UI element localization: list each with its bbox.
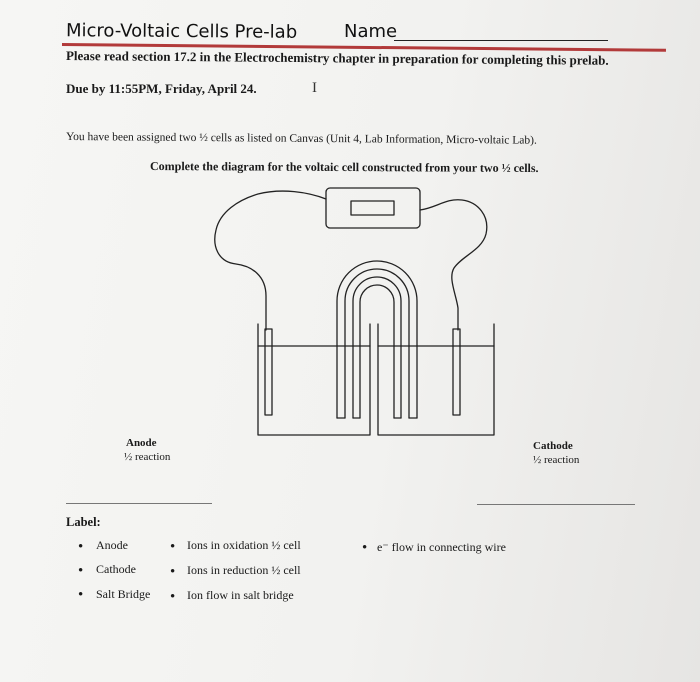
cathode-answer-line bbox=[477, 504, 635, 505]
cathode-half-reaction-label: ½ reaction bbox=[533, 454, 580, 466]
list-item: Anode bbox=[96, 538, 128, 552]
salt-bridge bbox=[337, 261, 417, 418]
text-cursor-icon: I bbox=[312, 80, 317, 96]
reading-instructions: Please read section 17.2 in the Electrochemistry chapter in preparation for completing this prelab. bbox=[65, 48, 609, 68]
voltmeter-body bbox=[326, 188, 420, 228]
left-connecting-wire bbox=[215, 191, 326, 330]
list-item: Ions in reduction ½ cell bbox=[187, 563, 301, 577]
bullet-icon: • bbox=[78, 563, 84, 579]
due-date: Due by 11:55PM, Friday, April 24. bbox=[66, 81, 257, 96]
bullet-icon: • bbox=[170, 589, 176, 605]
bullet-icon: • bbox=[170, 539, 176, 555]
bullet-icon: • bbox=[170, 564, 176, 580]
bullet-icon: • bbox=[78, 587, 84, 603]
diagram-instruction: Complete the diagram for the voltaic cell constructed from your two ½ cells. bbox=[149, 159, 539, 176]
right-connecting-wire bbox=[420, 200, 487, 330]
list-item: Cathode bbox=[96, 562, 136, 576]
anode-half-reaction-label: ½ reaction bbox=[124, 451, 171, 463]
assignment-text: You have been assigned two ½ cells as listed on Canvas (Unit 4, Lab Information, Micro-voltaic Lab). bbox=[65, 131, 537, 147]
name-label: Name bbox=[344, 21, 398, 42]
page-title: Micro-Voltaic Cells Pre-lab bbox=[65, 20, 298, 43]
name-blank-line bbox=[394, 40, 608, 41]
cathode-label: Cathode bbox=[533, 440, 573, 452]
cathode-electrode bbox=[453, 329, 460, 415]
list-item: Ion flow in salt bridge bbox=[187, 588, 294, 602]
label-heading: Label: bbox=[66, 515, 101, 529]
list-item: Salt Bridge bbox=[96, 587, 151, 601]
bullet-icon: • bbox=[362, 540, 368, 556]
voltaic-cell-diagram bbox=[200, 184, 500, 444]
voltmeter-display bbox=[351, 201, 394, 215]
list-item: e⁻ flow in connecting wire bbox=[377, 540, 506, 554]
anode-answer-line bbox=[66, 503, 212, 504]
bullet-icon: • bbox=[78, 539, 84, 555]
anode-label: Anode bbox=[126, 437, 157, 449]
list-item: Ions in oxidation ½ cell bbox=[187, 538, 301, 552]
anode-electrode bbox=[265, 329, 272, 415]
